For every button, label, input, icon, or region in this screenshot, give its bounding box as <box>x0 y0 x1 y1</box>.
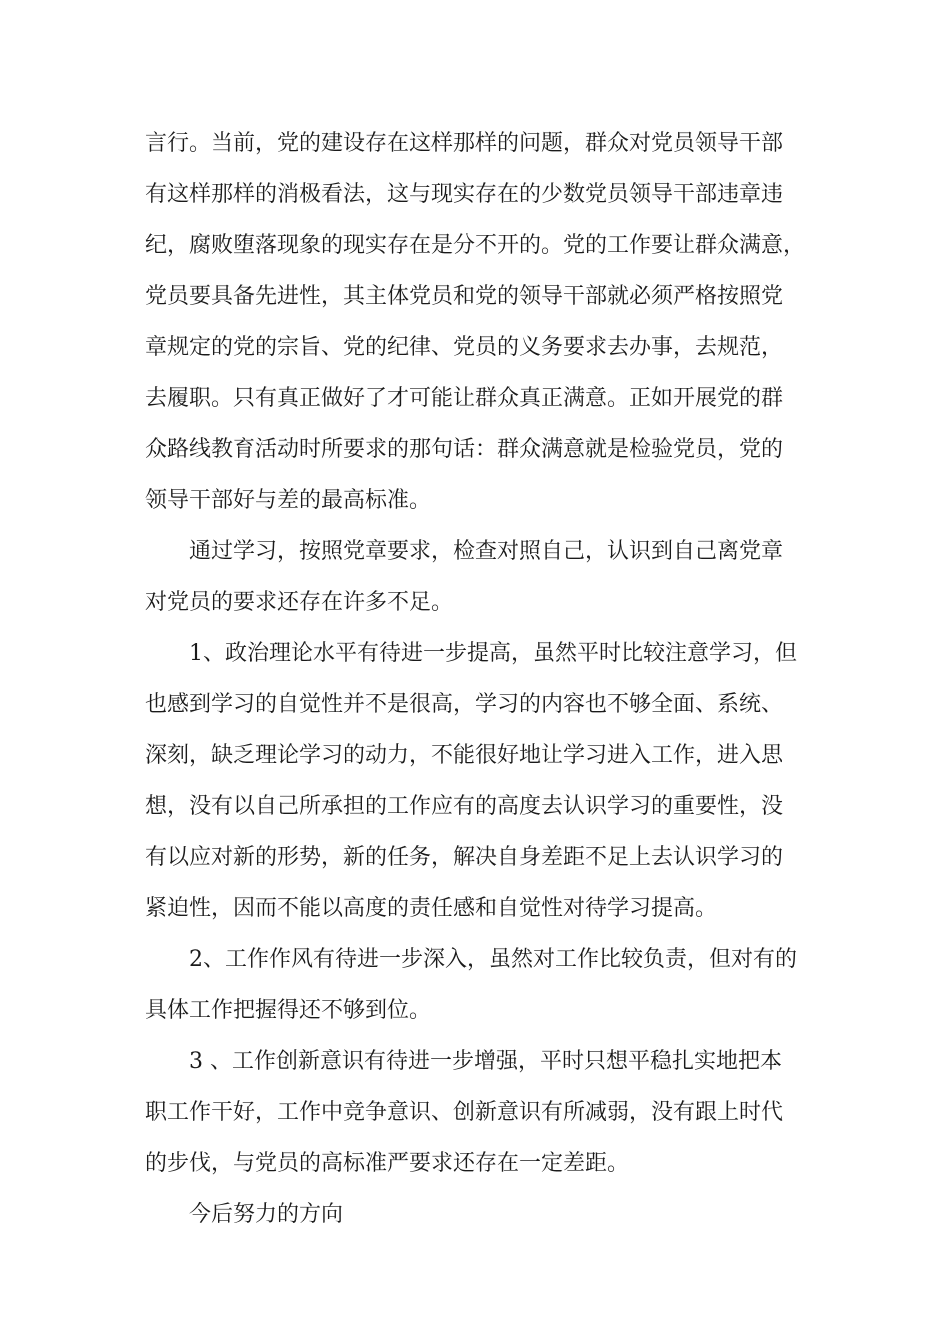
text-line: 紧迫性，因而不能以高度的责任感和自觉性对待学习提高。 <box>145 896 718 921</box>
text-line: 有以应对新的形势，新的任务，解决自身差距不足上去认识学习的 <box>145 845 784 870</box>
list-item-2-start: 2、工作作风有待进一步深入，虽然对工作比较负责，但对有的 <box>189 947 797 972</box>
text-line: 章规定的党的宗旨、党的纪律、党员的义务要求去办事，去规范， <box>145 335 784 360</box>
text-line: 去履职。只有真正做好了才可能让群众真正满意。正如开展党的群 <box>145 386 784 411</box>
text-line: 想，没有以自己所承担的工作应有的高度去认识学习的重要性，没 <box>145 794 784 819</box>
text-line: 党员要具备先进性，其主体党员和党的领导干部就必须严格按照党 <box>145 284 784 309</box>
text-line: 众路线教育活动时所要求的那句话：群众满意就是检验党员，党的 <box>145 437 784 462</box>
document-body <box>145 118 810 1240</box>
section-heading: 今后努力的方向 <box>189 1202 344 1227</box>
text-line: 有这样那样的消极看法，这与现实存在的少数党员领导干部违章违 <box>145 182 784 207</box>
text-line: 纪，腐败堕落现象的现实存在是分不开的。党的工作要让群众满意， <box>145 233 806 258</box>
list-item-1-start: 1、政治理论水平有待进一步提高，虽然平时比较注意学习，但 <box>189 641 797 666</box>
text-line: 也感到学习的自觉性并不是很高，学习的内容也不够全面、系统、 <box>145 692 784 717</box>
list-item-3-start: 3 、工作创新意识有待进一步增强，平时只想平稳扎实地把本 <box>189 1049 782 1074</box>
text-line: 具体工作把握得还不够到位。 <box>145 998 432 1023</box>
text-line: 领导干部好与差的最高标准。 <box>145 488 432 513</box>
text-line: 言行。当前，党的建设存在这样那样的问题，群众对党员领导干部 <box>145 131 784 156</box>
text-line: 深刻，缺乏理论学习的动力，不能很好地让学习进入工作，进入思 <box>145 743 784 768</box>
text-line: 职工作干好，工作中竞争意识、创新意识有所减弱，没有跟上时代 <box>145 1100 784 1125</box>
paragraph-start-line: 通过学习，按照党章要求，检查对照自己，认识到自己离党章 <box>189 539 784 564</box>
text-line: 的步伐，与党员的高标准严要求还存在一定差距。 <box>145 1151 630 1176</box>
text-line: 对党员的要求还存在许多不足。 <box>145 590 454 615</box>
